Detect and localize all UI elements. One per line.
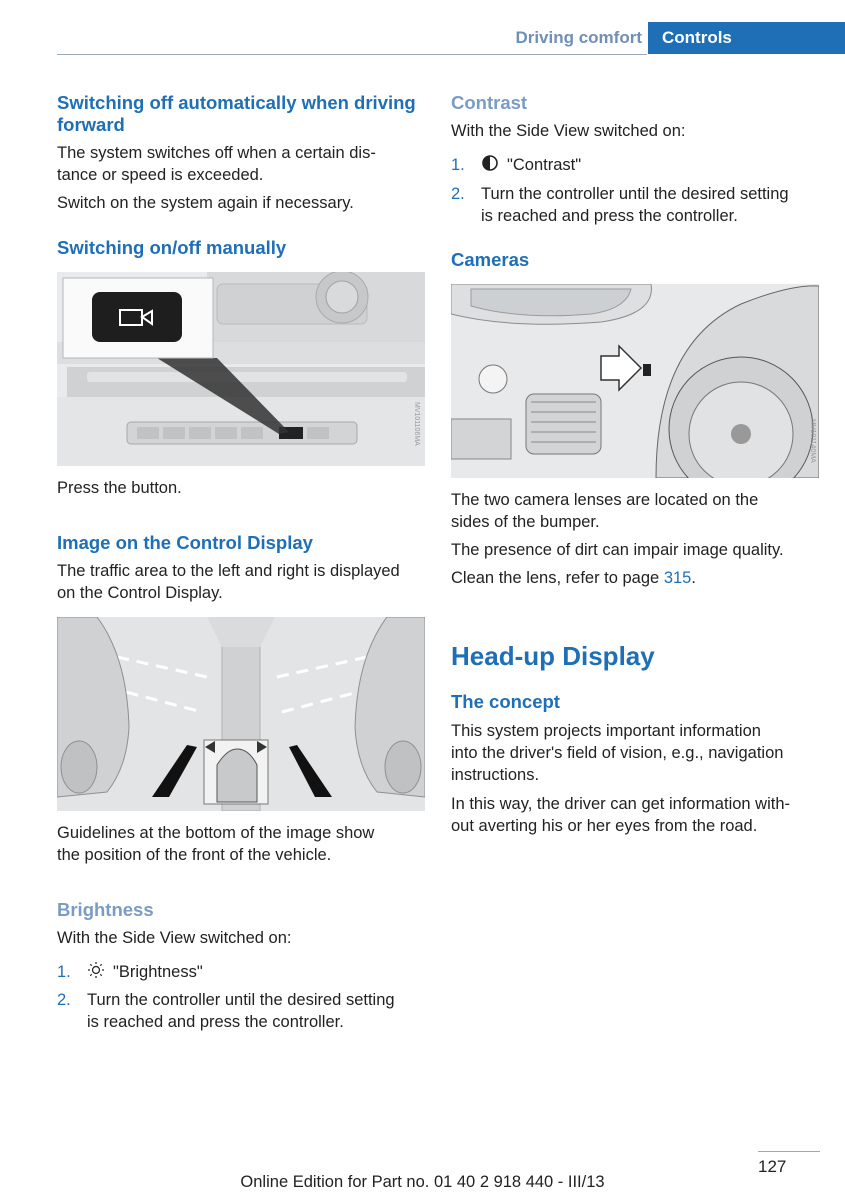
figure-side-view-display [57,617,425,811]
heading-manual: Switching on/off manually [57,237,287,258]
brightness-intro: With the Side View switched on: [57,929,292,947]
footer-edition: Online Edition for Part no. 01 40 2 918 440 - III/13 [240,1173,605,1191]
image-display-caption: Guidelines at the bottom of the image show the position of the front of the vehicle. [57,824,375,864]
svg-text:MV101140MA: MV101140MA [809,419,816,463]
page-number: 127 [758,1157,787,1176]
svg-text:MV101106MA: MV101106MA [413,402,420,446]
auto-off-text-1: The system switches off when a certain dis‐ tance or speed is exceeded. [57,144,376,184]
hud-text-1: This system projects important information into the driver's field of vision, e.g., navigation instructions. [451,722,784,784]
manual-caption: Press the button. [57,479,182,497]
figure-side-view-button [57,272,425,466]
contrast-step-1: 1. "Contrast" [451,156,582,174]
heading-hud: Head-up Display [451,641,655,671]
cameras-text-1: The two camera lenses are located on the sides of the bumper. [451,491,759,531]
brightness-icon [87,961,105,979]
hud-text-2: In this way, the driver can get information with‐ out averting his or her eyes from the road. [451,795,791,835]
heading-contrast: Contrast [451,92,528,113]
contrast-step-2: 2. Turn the controller until the desired setting is reached and press the controller. [451,185,789,225]
figure-camera-location [451,284,819,478]
page-number-rule [758,1151,820,1152]
heading-brightness: Brightness [57,899,154,920]
brightness-step-2: 2. Turn the controller until the desired setting is reached and press the controller. [57,991,395,1031]
image-display-text: The traffic area to the left and right is displayed on the Control Display. [57,562,400,602]
cameras-text-3: Clean the lens, refer to page 315. [451,569,696,587]
header-chapter-tab: Controls [648,22,845,54]
header-rule [57,54,647,55]
brightness-step-1: 1. "Brightness" [57,963,203,981]
heading-cameras: Cameras [451,249,530,270]
cameras-text-2: The presence of dirt can impair image quality. [451,541,784,559]
auto-off-text-2: Switch on the system again if necessary. [57,194,354,212]
heading-concept: The concept [451,691,560,712]
heading-image-display: Image on the Control Display [57,532,313,553]
page-link[interactable]: 315 [663,569,692,587]
heading-auto-off: Switching off automatically when driving forward [57,92,416,135]
contrast-intro: With the Side View switched on: [451,122,686,140]
contrast-icon [481,154,499,172]
header-section-title: Driving comfort [515,28,642,47]
